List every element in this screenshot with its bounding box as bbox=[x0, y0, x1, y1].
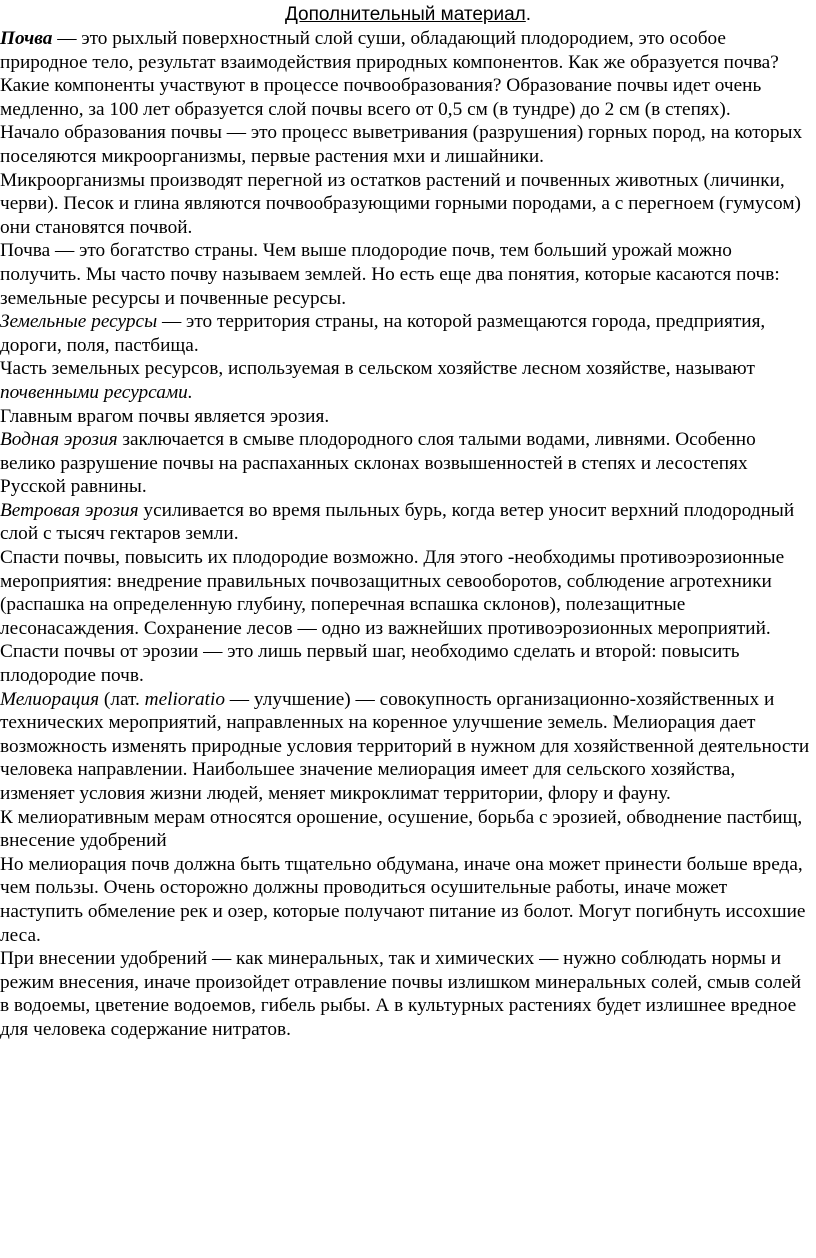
term-soil-resources: почвенными ресурсами. bbox=[0, 381, 193, 403]
paragraph-text: заключается в смыве плодородного слоя талыми водами, ливнями. Особенно велико разрушение почвы на распаханных склонах возвышенностей в степях и лесостепях Русской равнины. bbox=[0, 429, 756, 498]
term-melioration: Мелиорация bbox=[0, 688, 100, 710]
page-title bbox=[0, 0, 816, 27]
paragraph-text: — улучшение) — совокупность организационно-хозяйственных и технических мероприятий, направленных на коренное улучшение земель. Мелиорация дает возможность изменять природные условия территорий в нужном для хозяйственной деятельности человека направлении. Наибольшее значение мелиорация имеет для сельского хозяйства, изменяет условия жизни людей, меняет микроклимат территории, флору и фауну. bbox=[0, 688, 810, 804]
paragraph-text: Часть земельных ресурсов, используемая в сельском хозяйстве лесном хозяйстве, называют bbox=[0, 358, 755, 380]
term-wind-erosion: Ветровая эрозия bbox=[0, 499, 139, 521]
paragraph-melioration-measures: К мелиоративным мерам относятся орошение, осушение, борьба с эрозией, обводнение пастбищ, внесение удобрений bbox=[0, 806, 803, 852]
term-water-erosion: Водная эрозия bbox=[0, 429, 118, 451]
paragraph-soil-wealth: Почва — это богатство страны. Чем выше плодородие почв, тем больший урожай можно получить. Мы часто почву называем землей. Но есть еще два понятия, которые касаются почв: земельные ресурсы и почвенные ресурсы. bbox=[0, 240, 780, 309]
term-soil: Почва bbox=[0, 28, 53, 49]
paragraph-text: усиливается во время пыльных бурь, когда ветер уносит верхний плодородный слой с тысяч гектаров земли. bbox=[0, 499, 795, 545]
paragraph-text: — это рыхлый поверхностный слой суши, обладающий плодородием, это особое природное тело, результат взаимодействия природных компонентов. Как же образуется почва? Какие компоненты участвуют в процессе почвообразования? Образование почвы идет очень медленно, за 100 лет образуется слой почвы всего от 0,5 см (в тундре) до 2 см (в степях). bbox=[0, 28, 779, 120]
paragraph-soil-resources bbox=[0, 357, 814, 404]
term-land-resources: Земельные ресурсы bbox=[0, 311, 158, 333]
title-dot: . bbox=[525, 4, 532, 25]
title-text: Дополнительный материал bbox=[284, 4, 526, 25]
paragraph-melioration bbox=[0, 688, 814, 806]
paragraph-land-resources bbox=[0, 310, 814, 357]
document-body bbox=[0, 27, 814, 1042]
latin-term: melioratio bbox=[144, 688, 225, 710]
paragraph-save-soil: Спасти почвы, повысить их плодородие возможно. Для этого -необходимы противоэрозионные мероприятия: внедрение правильных почвозащитных севооборотов, соблюдение агротехники (распашка на определенную глубину, поперечная вспашка склонов), полезащитные лесонасаждения. Сохранение лесов — одно из важнейших противоэрозионных мероприятий. Спасти почвы от эрозии — это лишь первый шаг, необходимо сделать и второй: повысить плодородие почв. bbox=[0, 547, 785, 687]
paragraph-text: — это территория страны, на которой размещаются города, предприятия, дороги, поля, пастбища. bbox=[0, 311, 766, 356]
paragraph-erosion: Главным врагом почвы является эрозия. bbox=[0, 405, 330, 427]
paragraph-fertilizers: При внесении удобрений — как минеральных, так и химических — нужно соблюдать нормы и режим внесения, иначе произойдет отравление почвы излишком минеральных солей, смыв солей в водоемы, цветение водоемов, гибель рыбы. А в культурных растениях будет излишнее вредное для человека содержание нитратов. bbox=[0, 948, 802, 1040]
paragraph-soil-origin: Начало образования почвы — это процесс выветривания (разрушения) горных пород, на которых поселяются микроорганизмы, первые растения мхи и лишайники. bbox=[0, 122, 803, 167]
paragraph-text: (лат. bbox=[99, 688, 145, 710]
paragraph-microorganisms: Микроорганизмы производят перегной из остатков растений и почвенных животных (личинки, черви). Песок и глина являются почвообразующими горными породами, а с перегноем (гумусом) они становятся почвой. bbox=[0, 169, 801, 238]
paragraph-soil-definition bbox=[0, 27, 814, 121]
paragraph-wind-erosion bbox=[0, 499, 814, 546]
paragraph-water-erosion bbox=[0, 428, 814, 499]
paragraph-melioration-caution: Но мелиорация почв должна быть тщательно обдумана, иначе она может принести больше вреда, чем пользы. Очень осторожно должны проводиться осушительные работы, иначе может наступить обмеление рек и озер, которые получают питание из болот. Могут погибнуть иссохшие леса. bbox=[0, 853, 806, 946]
